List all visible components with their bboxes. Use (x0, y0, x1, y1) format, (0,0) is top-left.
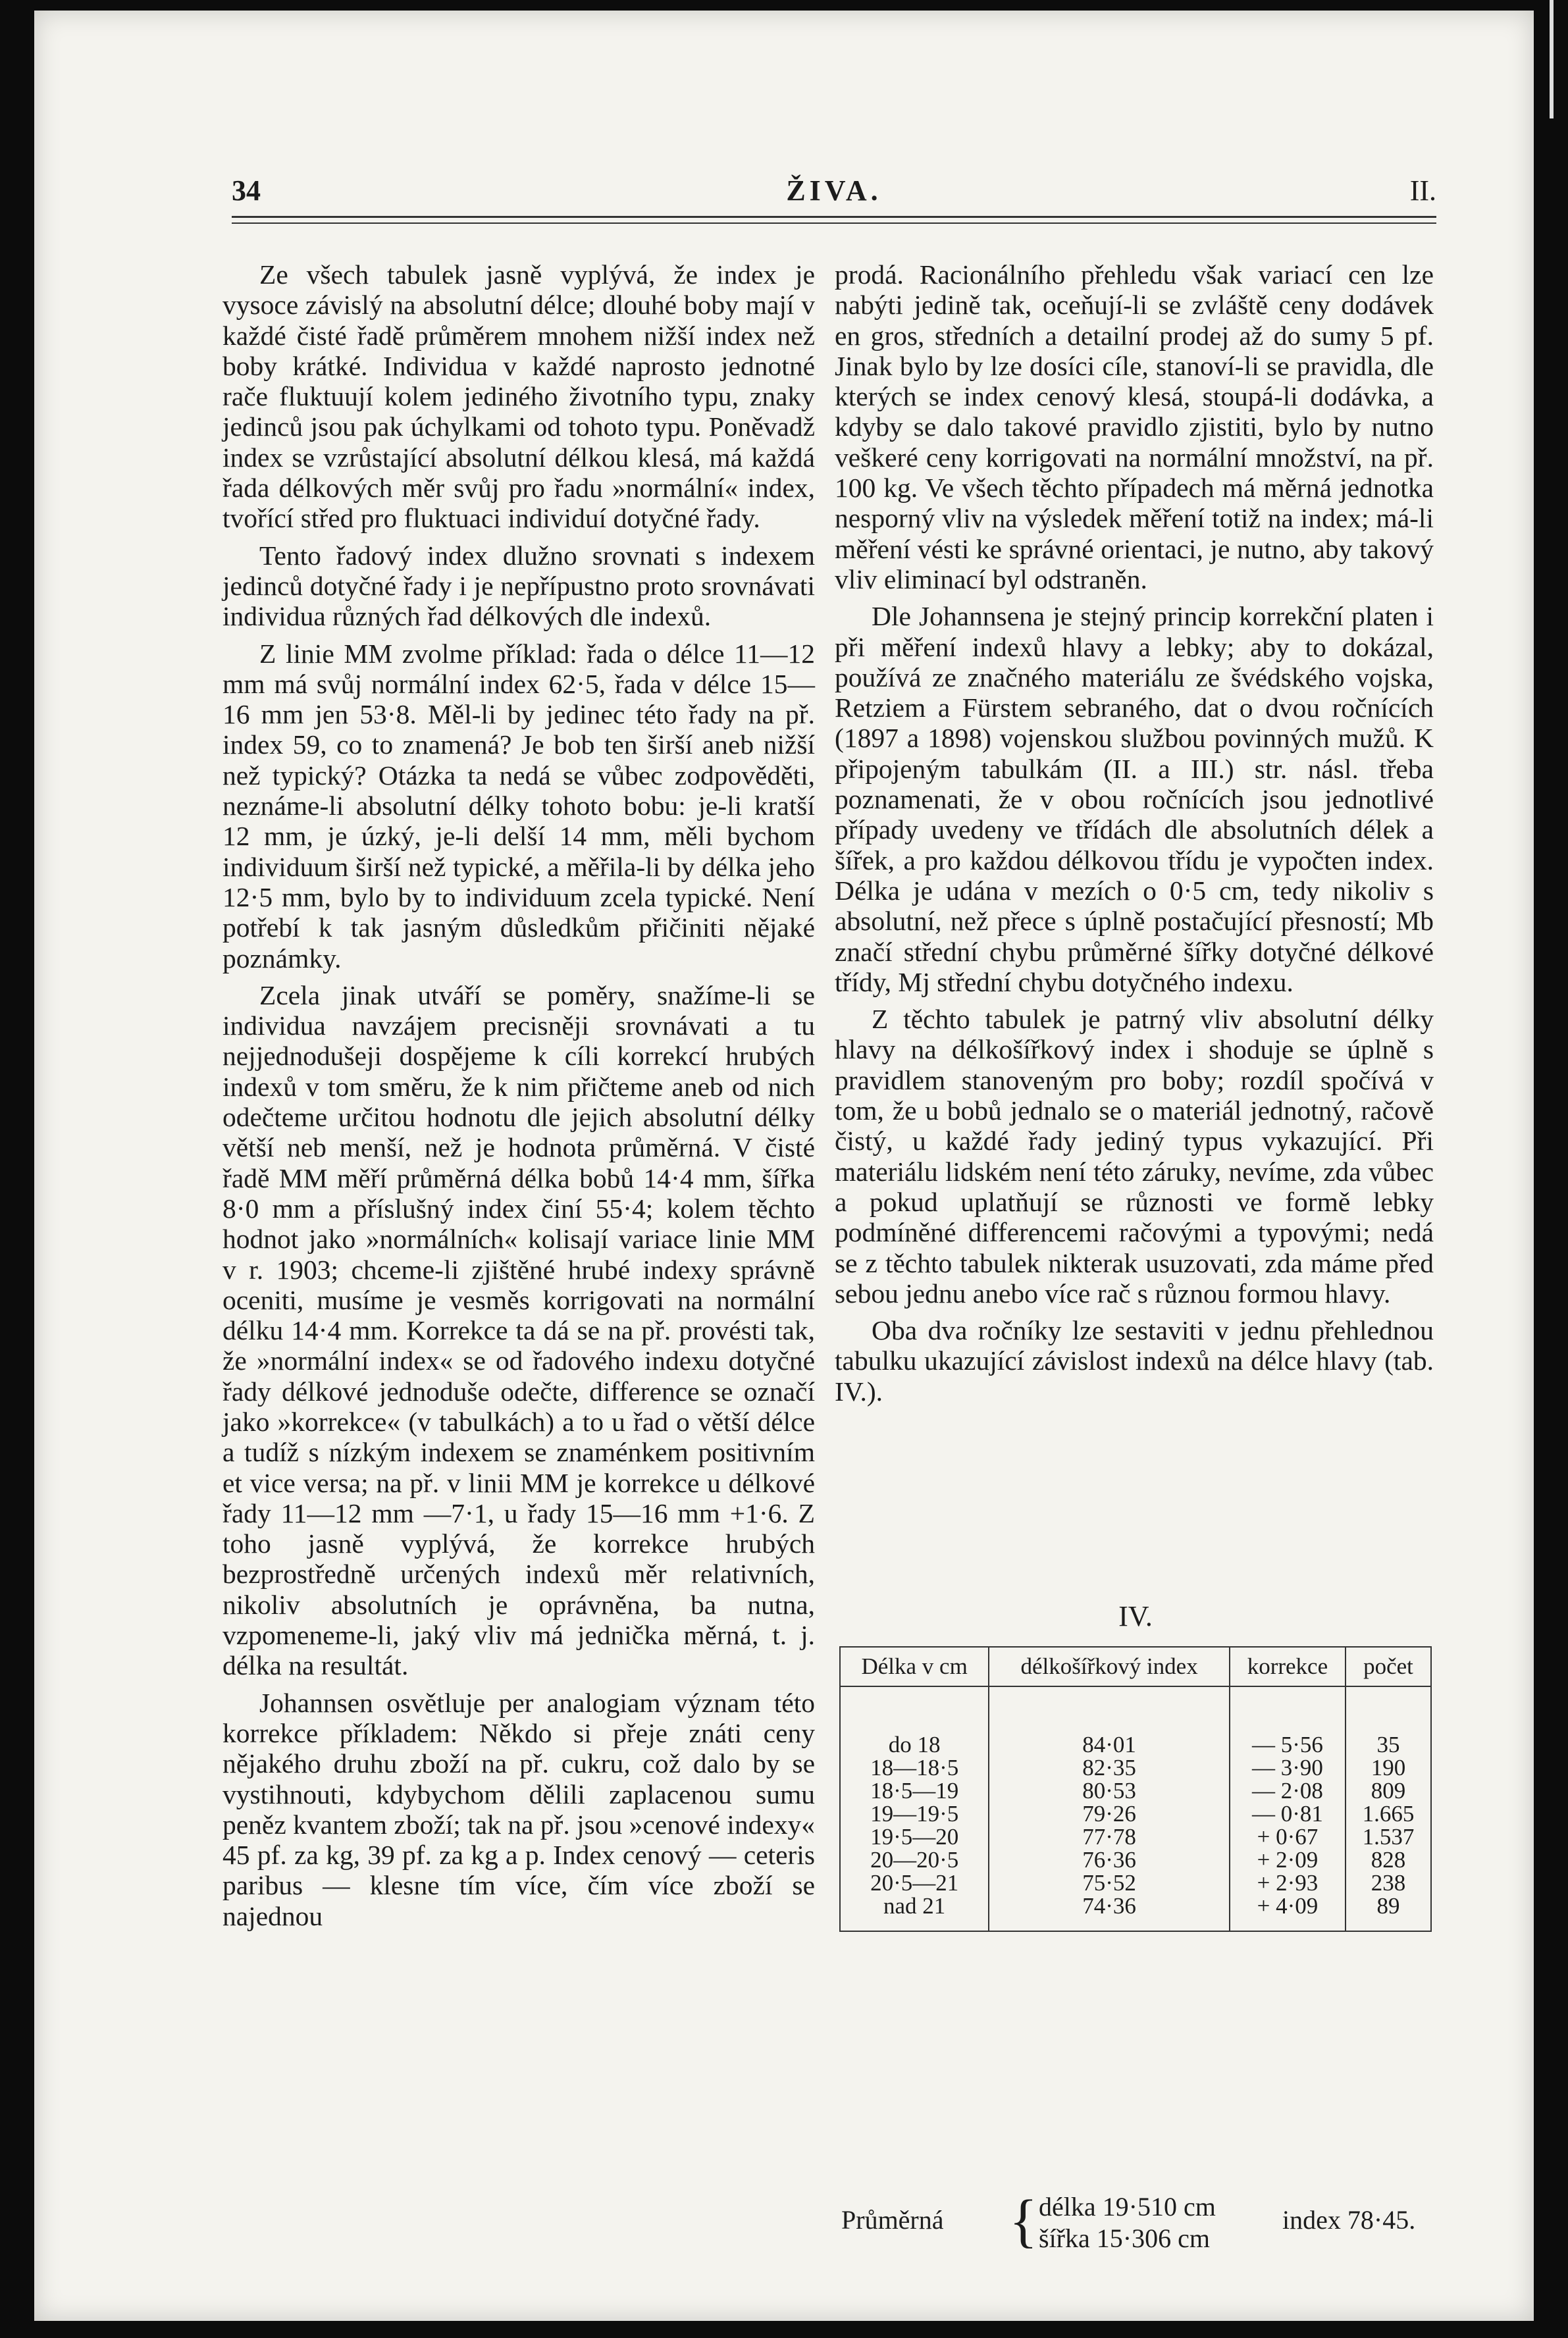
paragraph: prodá. Racionálního přehledu však variací cen lze nabýti jedině tak, oceňují-li se zvláště ceny dodávek en gros, středních a detailní prodej až do sumy 5 pf. Jinak bylo by lze dosíci cíle, stanoví-li se pravidla, dle kterých se index cenový klesá, stoupá-li dodávka, a kdyby se dalo takové pravidlo zjistiti, bylo by nutno veškeré ceny korrigovati na normální množství, na př. 100 kg. Ve všech těchto případech má měrná jednotka nesporný vliv na výsledek měření totiž na index; má-li měření vésti ke správné orientaci, je nutno, aby takový vliv eliminací byl odstraněn. (835, 259, 1434, 594)
table-cell: 80·53 (989, 1779, 1230, 1802)
table-row (840, 1756, 1431, 1779)
table-cell: 20·5—21 (840, 1871, 989, 1894)
table-cell: — 2·08 (1230, 1779, 1346, 1802)
table-cell: 18·5—19 (840, 1779, 989, 1802)
column-header: Délka v cm (840, 1647, 989, 1686)
column-header: korrekce (1230, 1647, 1346, 1686)
table-cell: 77·78 (989, 1825, 1230, 1848)
table-cell: 76·36 (989, 1848, 1230, 1871)
header-rule (232, 216, 1436, 224)
table-cell: + 4·09 (1230, 1894, 1346, 1931)
table-row (840, 1894, 1431, 1931)
table-row (840, 1779, 1431, 1802)
table-cell: 74·36 (989, 1894, 1230, 1931)
paragraph: Oba dva ročníky lze sestaviti v jednu přehlednou tabulku ukazující závislost indexů na délce hlavy (tab. IV.). (835, 1315, 1434, 1407)
table-cell: 82·35 (989, 1756, 1230, 1779)
summary-label: Průměrná (841, 2205, 944, 2235)
page-number: 34 (232, 174, 261, 207)
table-cell: + 2·09 (1230, 1848, 1346, 1871)
table-cell: 79·26 (989, 1802, 1230, 1825)
table-cell: 828 (1346, 1848, 1431, 1871)
right-column (835, 259, 1434, 1407)
table-cell: — 5·56 (1230, 1686, 1346, 1756)
paragraph: Z linie MM zvolme příklad: řada o délce 11—12 mm má svůj normální index 62·5, řada v délce 15—16 mm jen 53·8. Měl-li by jedinec této řady na př. index 59, co to znamená? Je bob ten širší aneb nižší než typický? Otázka ta nedá se vůbec zodpověděti, neznáme-li absolutní délky tohoto bobu: je-li kratší 12 mm, je úzký, je-li delší 14 mm, měli bychom individuum širší než typické, a měřila-li by délka jeho 12·5 mm, bylo by to individuum zcela typické. Není potřebí k tak jasným důsledkům přičiniti nějaké poznámky. (222, 638, 815, 974)
paragraph: Johannsen osvětluje per analogiam význam této korrekce příkladem: Někdo si přeje znáti ceny nějakého druhu zboží na př. cukru, což dalo by se vystihnouti, kdybychom dělili zaplacenou sumu peněz kvantem zboží; tak na př. jsou »cenové indexy« 45 pf. za kg, 39 pf. za kg a p. Index cenový — ceteris paribus — klesne tím více, čím více zboží se najednou (222, 1687, 816, 1931)
column-header: délkošířkový index (989, 1647, 1230, 1686)
table-cell: + 0·67 (1230, 1825, 1346, 1848)
table-cell: 75·52 (989, 1871, 1230, 1894)
table-cell: 190 (1346, 1756, 1431, 1779)
table-cell: 89 (1346, 1894, 1431, 1931)
table-cell: 84·01 (989, 1686, 1230, 1756)
volume-number: II. (1409, 174, 1436, 207)
table-cell: 809 (1346, 1779, 1431, 1802)
table-cell: do 18 (840, 1686, 989, 1756)
journal-title: ŽIVA. (786, 174, 882, 207)
table-row (840, 1686, 1431, 1756)
paragraph: Dle Johannsena je stejný princip korrekční platen i při měření indexů hlavy a lebky; aby to dokázal, používá ze značného materiálu ze švédského vojska, Retziem a Fürstem sebraného, dat o dvou ročnících (1897 a 1898) vojenskou službou povinných mužů. K připojeným tabulkám (II. a III.) str. násl. třeba poznamenati, že v obou ročnících jsou jednotlivé případy uvedeny ve třídách dle absolutních délek a šířek, a pro každou délkovou třídu je vypočten index. Délka je udána v mezích o 0·5 cm, tedy nikoliv s absolutní, než přece s úplně postačující přesností; Mb značí střední chybu průměrné šířky dotyčné délkové třídy, Mj střední chybu dotyčného indexu. (835, 601, 1434, 997)
table-cell: 19·5—20 (840, 1825, 989, 1848)
paragraph: Ze všech tabulek jasně vyplývá, že index je vysoce závislý na absolutní délce; dlouhé boby mají v každé čisté řadě průměrem mnohem nižší index než boby krátké. Individua v každé naprosto jednotné rače fluktuují kolem jediného životního typu, znaky jedinců jsou pak úchylkami od tohoto typu. Poněvadž index se vzrůstající absolutní délkou klesá, má každá řada délkových měr svůj pro řadu »normální« index, tvořící střed pro fluktuaci individuí dotyčné řady. (222, 259, 815, 534)
average-summary (841, 2189, 1434, 2261)
table-row (840, 1871, 1431, 1894)
table-cell: 20—20·5 (840, 1848, 989, 1871)
table-header-row (840, 1647, 1431, 1686)
brace-glyph: { (1009, 2189, 1038, 2254)
paragraph: Tento řadový index dlužno srovnati s indexem jedinců dotyčné řady i je nepřípustno proto srovnávati individua různých řad délkových dle indexů. (222, 540, 815, 632)
table-cell: nad 21 (840, 1894, 989, 1931)
summary-width: šířka 15·306 cm (1039, 2223, 1210, 2253)
table-cell: 35 (1346, 1686, 1431, 1756)
table-row (840, 1802, 1431, 1825)
running-header (232, 170, 1436, 209)
table-cell: — 3·90 (1230, 1756, 1346, 1779)
paragraph: Zcela jinak utváří se poměry, snažíme-li se individua navzájem precisněji srovnávati a tu nejjednodušeji dospějeme k cíli korrekcí hrubých indexů v tom směru, že k nim přičteme aneb od nich odečteme určitou hodnotu dle jejich absolutní délky větší neb menší, než je hodnota průměrná. V čisté řadě MM měří průměrná délka bobů 14·4 mm, šířka 8·0 mm a příslušný index činí 55·4; kolem těchto hodnot jako »normálních« kolisají variace linie MM v r. 1903; chceme-li zjištěné hrubé indexy správně oceniti, musíme je vesměs korrigovati na normální délku 14·4 mm. Korrekce ta dá se na př. provésti tak, že »normální index« se od řadového indexu dotyčné řady délkové jednoduše odečte, difference se označí jako »korrekce« (v tabulkách) a to u řad o větší délce a tudíž s nízkým indexem se znaménkem positivním et vice versa; na př. v linii MM je korrekce u délkové řady 11—12 mm —7·1, u řady 15—16 mm +1·6. Z toho jasně vyplývá, že korrekce hrubých bezprostředně určených indexů měr relativních, nikoliv absolutních je oprávněna, ba nutna, vzpomeneme-li, jaký vliv má jednička měrná, t. j. délka na resultát. (222, 979, 815, 1681)
table-cell: 18—18·5 (840, 1756, 989, 1779)
summary-index: index 78·45. (1282, 2205, 1416, 2235)
table-cell: 238 (1346, 1871, 1431, 1894)
column-header: počet (1346, 1647, 1431, 1686)
data-table (839, 1646, 1432, 1932)
left-column (222, 259, 815, 1931)
table-iv (839, 1599, 1432, 1932)
table-cell: + 2·93 (1230, 1871, 1346, 1894)
table-title: IV. (1118, 1600, 1153, 1632)
table-cell: — 0·81 (1230, 1802, 1346, 1825)
summary-values (1039, 2191, 1216, 2254)
page-edge (1550, 0, 1554, 118)
table-cell: 1.665 (1346, 1802, 1431, 1825)
summary-length: délka 19·510 cm (1039, 2192, 1216, 2221)
table-row (840, 1848, 1431, 1871)
paragraph: Z těchto tabulek je patrný vliv absolutní délky hlavy na délkošířkový index i shoduje se úplně s pravidlem stanoveným pro boby; rozdíl spočívá v tom, že u bobů jednalo se o materiál jednotný, račově čistý, u každé řady jediný typus vykazující. Při materiálu lidském není této záruky, nevíme, zda vůbec a pokud uplatňují se různosti ve formě lebky podmíněné differencemi račovými a typovými; nedá se z těchto tabulek nikterak usuzovati, zda máme před sebou jednu anebo více rač s různou formou hlavy. (835, 1004, 1434, 1309)
table-row (840, 1825, 1431, 1848)
table-cell: 1.537 (1346, 1825, 1431, 1848)
table-cell: 19—19·5 (840, 1802, 989, 1825)
